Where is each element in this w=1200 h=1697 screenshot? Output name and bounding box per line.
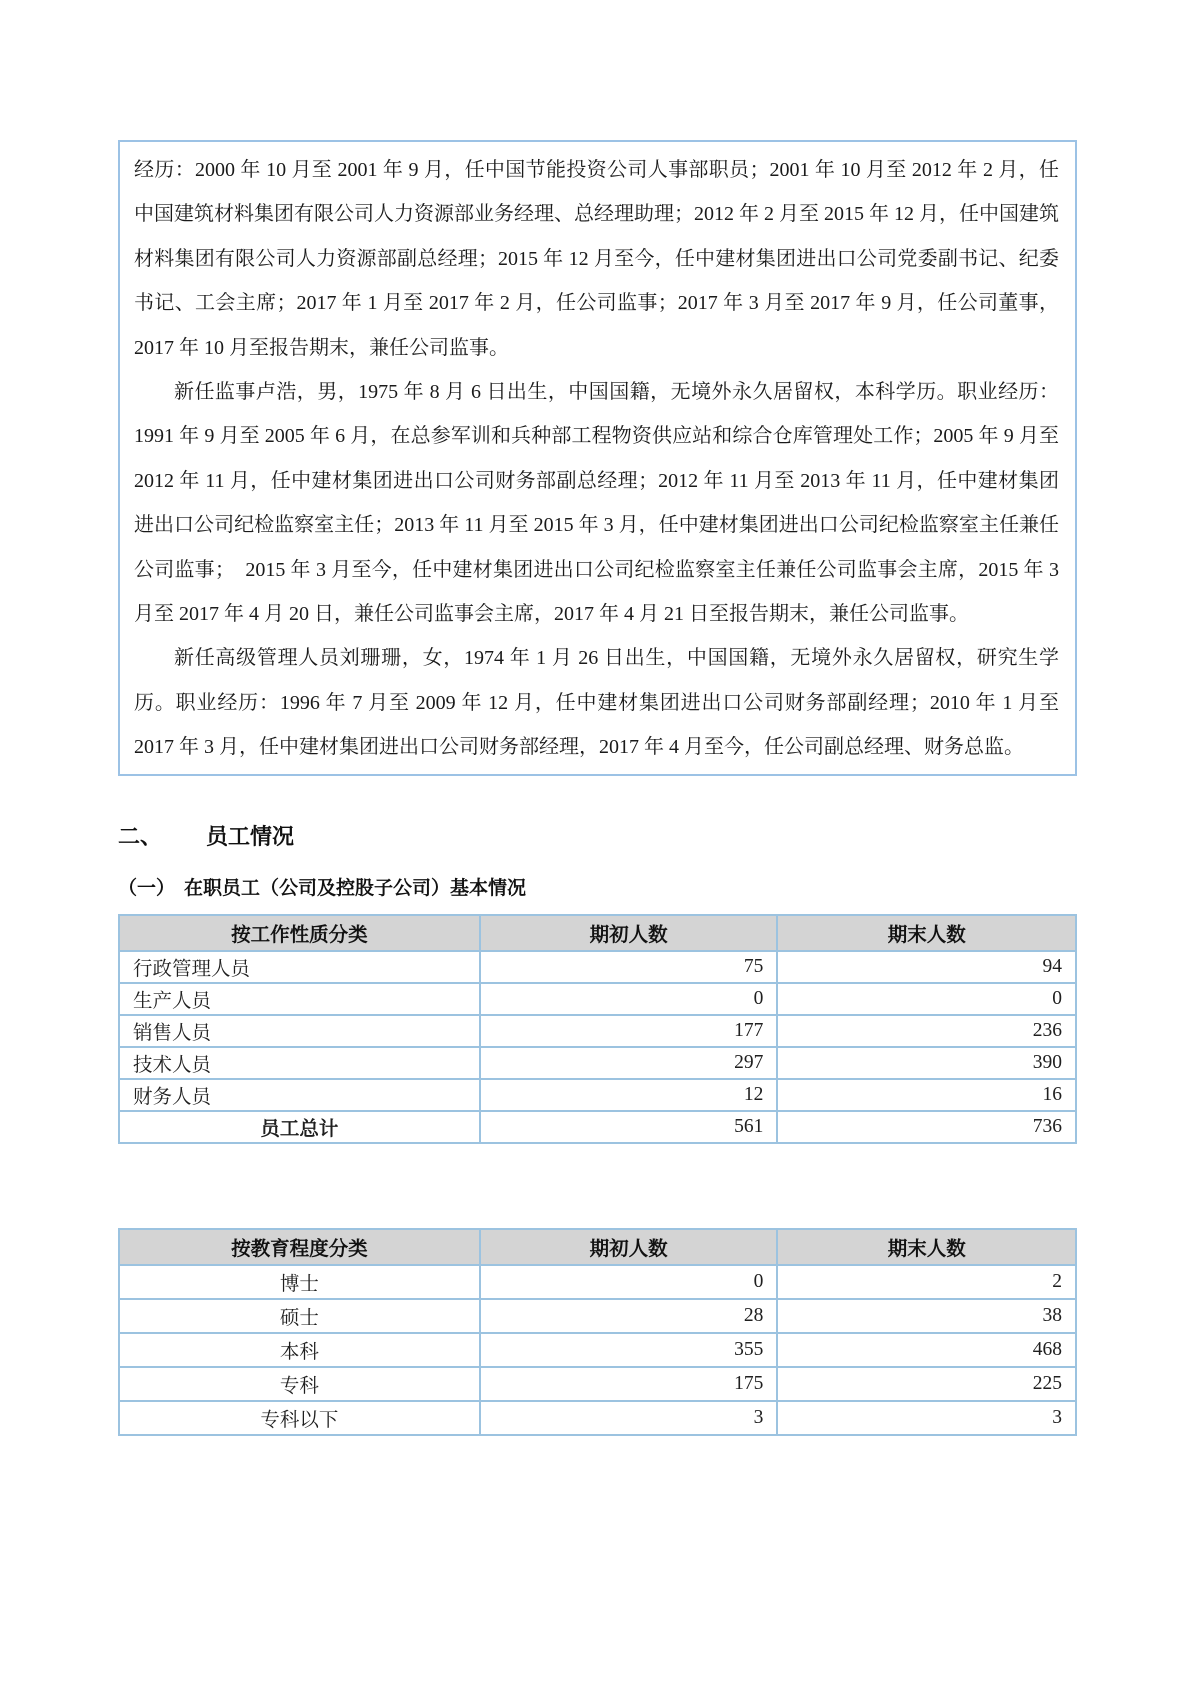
subsection-title: 在职员工（公司及控股子公司）基本情况 [184,877,527,899]
table-cell: 175 [480,1367,778,1401]
table-row [119,1265,1076,1299]
table-cell: 技术人员 [119,1047,480,1079]
subsection-heading-staff-basics [118,876,1077,902]
table-cell: 本科 [119,1333,480,1367]
table-cell: 236 [777,1015,1076,1047]
table-row [119,1401,1076,1435]
table-cell: 355 [480,1333,778,1367]
table-cell: 38 [777,1299,1076,1333]
table-row [119,983,1076,1015]
table-row [119,951,1076,983]
table-by-job-nature [118,914,1077,1144]
table-cell: 561 [480,1111,778,1143]
table-cell: 94 [777,951,1076,983]
table-cell: 生产人员 [119,983,480,1015]
biography-text-box [118,140,1077,776]
table-cell: 0 [480,1265,778,1299]
table-row [119,1079,1076,1111]
table-cell: 16 [777,1079,1076,1111]
bio-paragraph: 经历：2000 年 10 月至 2001 年 9 月，任中国节能投资公司人事部职员；2001 年 10 月至 2012 年 2 月，任中国建筑材料集团有限公司人力资源部业务经理、总经理助理；2012 年 2 月至 2015 年 12 月，任中国建筑材料集团有限公司人力资源部副总经理；2015 年 12 月至今，任中建材集团进出口公司党委副书记、纪委书记、工会主席；2017 年 1 月至 2017 年 2 月，任公司监事；2017 年 3 月至 2017 年 9 月，任公司董事，2017 年 10 月至报告期末，兼任公司监事。 [134,159,1059,359]
table-cell: 专科以下 [119,1401,480,1435]
table-cell: 博士 [119,1265,480,1299]
table-header-cell: 期初人数 [480,1229,778,1265]
table-cell: 736 [777,1111,1076,1143]
page-content [118,140,1077,1436]
table-cell: 硕士 [119,1299,480,1333]
table-cell: 12 [480,1079,778,1111]
table-cell: 2 [777,1265,1076,1299]
table-header-row [119,915,1076,951]
table-cell: 3 [480,1401,778,1435]
table-header-cell: 期初人数 [480,915,778,951]
table-header-cell: 按教育程度分类 [119,1229,480,1265]
table-by-education-level [118,1228,1077,1436]
table-cell: 28 [480,1299,778,1333]
section-heading-employees [118,822,1077,852]
table-header-cell: 按工作性质分类 [119,915,480,951]
table-total-row [119,1111,1076,1143]
table-header-cell: 期末人数 [777,1229,1076,1265]
table-cell: 0 [480,983,778,1015]
table-cell: 销售人员 [119,1015,480,1047]
table-cell: 行政管理人员 [119,951,480,983]
section-title: 员工情况 [206,823,295,849]
table-cell: 75 [480,951,778,983]
subsection-number: （一） [118,877,176,899]
table-cell: 468 [777,1333,1076,1367]
table-cell: 3 [777,1401,1076,1435]
table-cell: 专科 [119,1367,480,1401]
table-cell: 225 [777,1367,1076,1401]
table-cell: 0 [777,983,1076,1015]
bio-paragraph: 新任监事卢浩，男，1975 年 8 月 6 日出生，中国国籍，无境外永久居留权，本科学历。职业经历：1991 年 9 月至 2005 年 6 月，在总参军训和兵种部工程物资供应站和综合仓库管理处工作；2005 年 9 月至 2012 年 11 月，任中建材集团进出口公司财务部副总经理；2012 年 11 月至 2013 年 11 月，任中建材集团进出口公司纪检监察室主任；2013 年 11 月至 2015 年 3 月，任中建材集团进出口公司纪检监察室主任兼任公司监事； 2015 年 3 月至今，任中建材集团进出口公司纪检监察室主任兼任公司监事会主席，2015 年 3 月至 2017 年 4 月 20 日，兼任公司监事会主席，2017 年 4 月 21 日至报告期末，兼任公司监事。 [134,381,1059,626]
table-row [119,1047,1076,1079]
bio-paragraph: 新任高级管理人员刘珊珊，女，1974 年 1 月 26 日出生，中国国籍，无境外永久居留权，研究生学历。职业经历：1996 年 7 月至 2009 年 12 月，任中建材集团进出口公司财务部副经理；2010 年 1 月至 2017 年 3 月，任中建材集团进出口公司财务部经理，2017 年 4 月至今，任公司副总经理、财务总监。 [134,647,1059,759]
table-cell: 177 [480,1015,778,1047]
table-row [119,1015,1076,1047]
table-cell: 390 [777,1047,1076,1079]
table-cell: 297 [480,1047,778,1079]
table-row [119,1333,1076,1367]
section-number: 二、 [118,823,163,849]
table-cell: 财务人员 [119,1079,480,1111]
table-header-row [119,1229,1076,1265]
table-header-cell: 期末人数 [777,915,1076,951]
table-cell: 员工总计 [119,1111,480,1143]
table-row [119,1299,1076,1333]
table-row [119,1367,1076,1401]
